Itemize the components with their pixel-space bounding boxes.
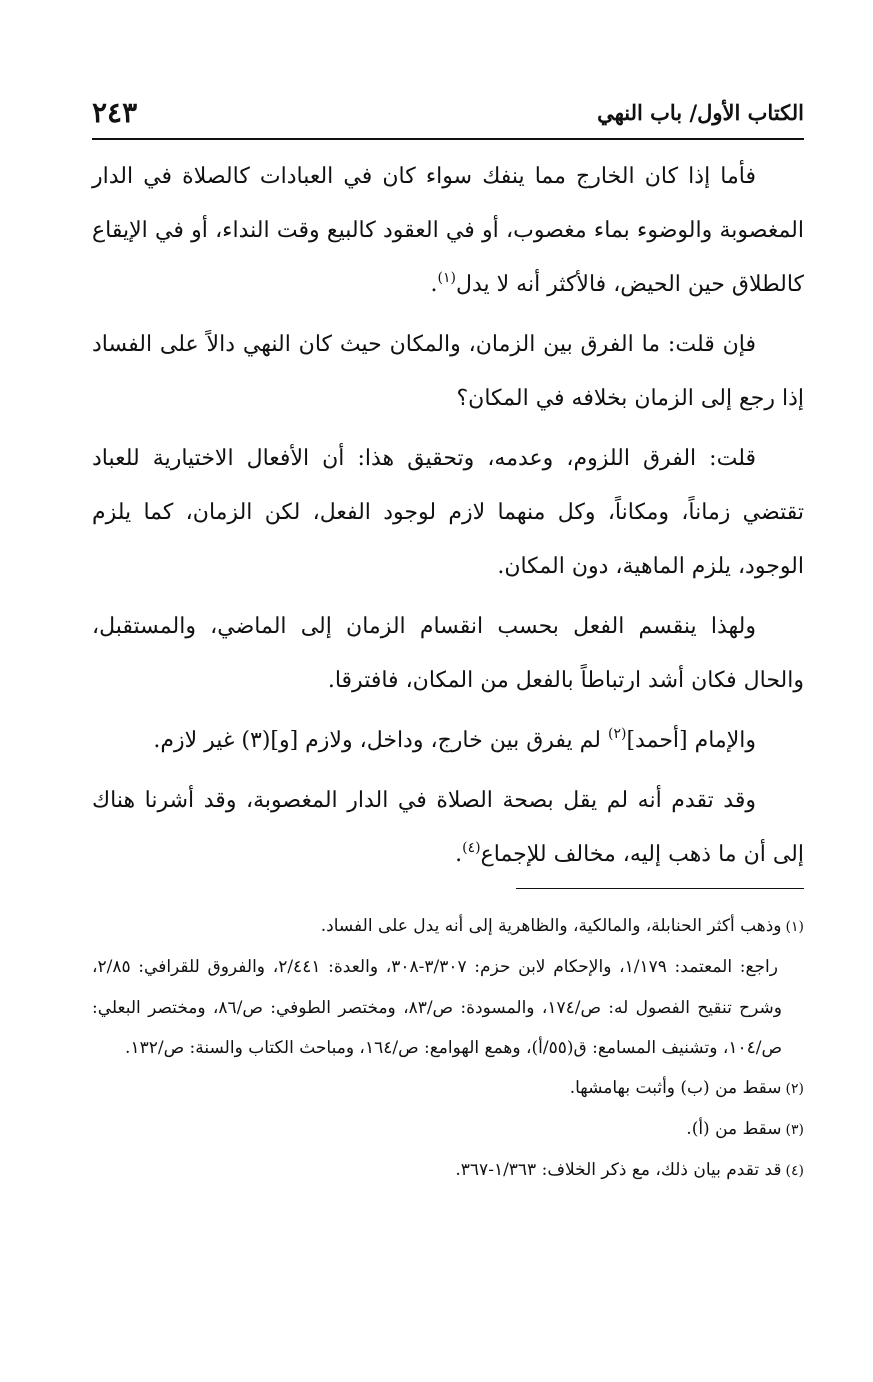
footnotes [92,906,804,1191]
paragraph [92,714,804,768]
paragraph [92,318,804,426]
footnote [92,1068,804,1109]
paragraph-text: وقد تقدم أنه لم يقل بصحة الصلاة في الدار المغصوبة، وقد أشرنا هناك إلى أن ما ذهب إليه، مخالف للإجماع [92,788,804,867]
paragraph [92,432,804,594]
paragraph [92,150,804,312]
paragraph-text: ولهذا ينقسم الفعل بحسب انقسام الزمان إلى الماضي، والمستقبل، والحال فكان أشد ارتباطاً بالفعل من المكان، فافترقا. [92,614,804,693]
footnote [92,1150,804,1191]
footnote-number: (٢) [785,1081,804,1097]
paragraph-tail: لم يفرق بين خارج، وداخل، ولازم [و](٣) غير لازم. [153,728,608,753]
footnote-number: (٤) [785,1163,804,1179]
paragraph-text: فأما إذا كان الخارج مما ينفك سواء كان في العبادات كالصلاة في الدار المغصوبة والوضوء بماء مغصوب، أو في العقود كالبيع وقت النداء، أو في الإيقاع كالطلاق حين الحيض، فالأكثر أنه لا يدل [92,164,804,297]
footnote-text: سقط من (ب) وأثبت بهامشها. [569,1078,782,1098]
paragraph [92,774,804,882]
footnote-marker: (٢) [608,726,627,742]
paragraph [92,600,804,708]
paragraph-tail: . [455,842,463,867]
running-title: الكتاب الأول/ باب النهي [597,99,804,125]
footnote-number: (٣) [785,1122,804,1138]
page-header [92,92,804,132]
footnote-separator [516,888,804,889]
footnote-marker: (١) [437,270,456,286]
footnote [92,906,804,947]
footnote-text: وذهب أكثر الحنابلة، والمالكية، والظاهرية إلى أنه يدل على الفساد. [320,916,782,936]
footnote-marker: (٤) [462,840,481,856]
footnote-text: قد تقدم بيان ذلك، مع ذكر الخلاف: ١/٣٦٣-٣٦٧. [455,1160,782,1180]
main-text [92,150,804,888]
footnote [92,1109,804,1150]
paragraph-text: والإمام [أحمد] [626,728,756,753]
footnote-text: راجع: المعتمد: ١/١٧٩، والإحكام لابن حزم: ٣/٣٠٧-٣٠٨، والعدة: ٢/٤٤١، والفروق للقرافي: ٢/٨٥، وشرح تنقيح الفصول له: ص/١٧٤، والمسودة: ص/٨٣، ومختصر الطوفي: ص/٨٦، ومختصر البعلي: ص/١٠٤، وتشنيف المسامع: ق(٥٥/أ)، وهمع الهوامع: ص/١٦٤، ومباحث الكتاب والسنة: ص/١٣٢. [92,957,782,1058]
header-rule [92,138,804,140]
page-number: ٢٤٣ [92,95,138,129]
paragraph-text: فإن قلت: ما الفرق بين الزمان، والمكان حيث كان النهي دالاً على الفساد إذا رجع إلى الزمان بخلافه في المكان؟ [92,332,804,411]
paragraph-tail: . [430,272,438,297]
footnote-text: سقط من (أ). [686,1119,782,1139]
footnote-number: (١) [785,919,804,935]
paragraph-text: قلت: الفرق اللزوم، وعدمه، وتحقيق هذا: أن الأفعال الاختيارية للعباد تقتضي زماناً، ومكاناً، وكل منهما لازم لوجود الفعل، لكن الزمان، كما يلزم الوجود، يلزم الماهية، دون المكان. [92,446,804,579]
footnote-continuation [92,947,804,1068]
